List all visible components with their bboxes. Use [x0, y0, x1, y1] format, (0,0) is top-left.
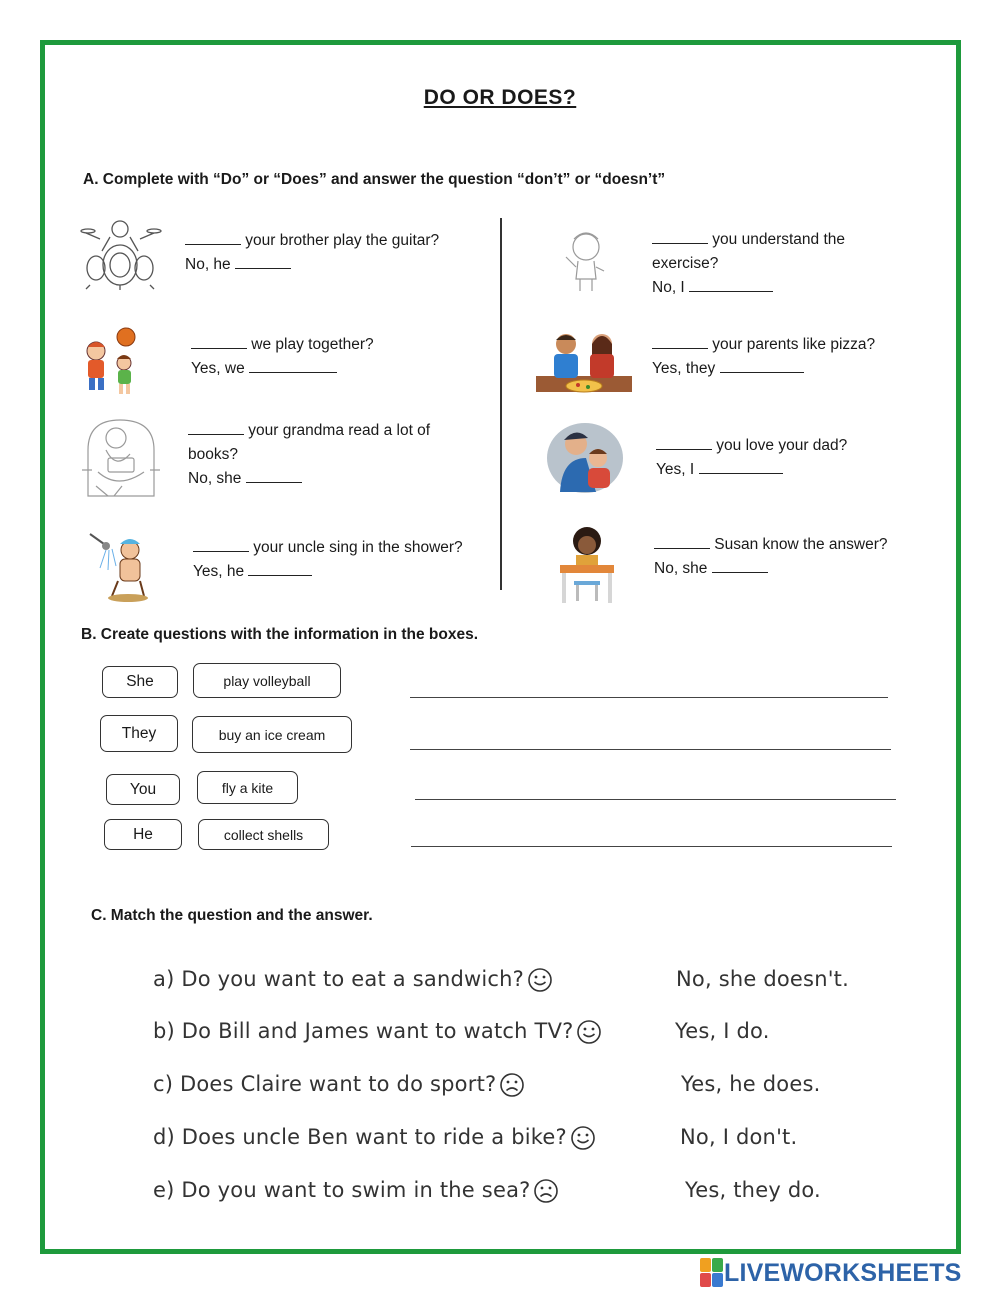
- answer-blank[interactable]: [193, 537, 249, 552]
- answer-blank[interactable]: [188, 420, 244, 435]
- answer-blank[interactable]: [712, 558, 768, 573]
- answer-blank[interactable]: [720, 358, 804, 373]
- section-c-instruction: C. Match the question and the answer.: [91, 907, 373, 924]
- match-question-d[interactable]: d) Does uncle Ben want to ride a bike?: [153, 1125, 596, 1151]
- happy-face-icon: [570, 1125, 596, 1151]
- match-answer-3[interactable]: Yes, he does.: [681, 1072, 821, 1096]
- match-answer-1[interactable]: No, she doesn't.: [676, 967, 849, 991]
- match-question-b[interactable]: b) Do Bill and James want to watch TV?: [153, 1019, 602, 1045]
- answer-blank[interactable]: [656, 435, 712, 450]
- dad-hugging-child-icon: [546, 422, 624, 494]
- match-answer-2[interactable]: Yes, I do.: [675, 1019, 770, 1043]
- match-question-e[interactable]: e) Do you want to swim in the sea?: [153, 1178, 559, 1204]
- question-a7: you love your dad? Yes, I: [656, 437, 848, 478]
- page-title: DO OR DOES?: [423, 86, 577, 109]
- subject-box: She: [102, 666, 178, 698]
- drummer-icon: [80, 213, 164, 291]
- sad-face-icon: [499, 1072, 525, 1098]
- action-box: collect shells: [198, 819, 329, 850]
- answer-blank[interactable]: [249, 358, 337, 373]
- match-answer-4[interactable]: No, I don't.: [680, 1125, 798, 1149]
- action-box: play volleyball: [193, 663, 341, 698]
- question-a6: your parents like pizza? Yes, they: [652, 336, 876, 377]
- answer-blank[interactable]: [654, 534, 710, 549]
- subject-box: They: [100, 715, 178, 752]
- couple-eating-pizza-icon: [536, 328, 632, 400]
- answer-blank[interactable]: [689, 277, 773, 292]
- answer-blank[interactable]: [699, 459, 783, 474]
- match-question-c[interactable]: c) Does Claire want to do sport?: [153, 1072, 525, 1098]
- answer-blank[interactable]: [246, 468, 302, 483]
- grandma-reading-icon: [78, 410, 164, 502]
- answer-blank[interactable]: [235, 254, 291, 269]
- question-a3: your grandma read a lot of books? No, she: [188, 422, 431, 487]
- confused-child-icon: [558, 227, 614, 293]
- answer-line[interactable]: [410, 697, 888, 698]
- question-a5: you understand the exercise? No, I: [652, 231, 846, 296]
- answer-blank[interactable]: [185, 230, 241, 245]
- answer-line[interactable]: [415, 799, 896, 800]
- section-b-instruction: B. Create questions with the information in the boxes.: [81, 626, 479, 643]
- answer-blank[interactable]: [191, 334, 247, 349]
- answer-line[interactable]: [410, 749, 891, 750]
- column-divider: [500, 218, 502, 590]
- brand-name: LIVEWORKSHEETS: [724, 1258, 962, 1287]
- answer-line[interactable]: [411, 846, 892, 847]
- answer-blank[interactable]: [652, 334, 708, 349]
- subject-box: You: [106, 774, 180, 805]
- happy-face-icon: [527, 967, 553, 993]
- sad-face-icon: [533, 1178, 559, 1204]
- happy-face-icon: [576, 1019, 602, 1045]
- match-question-a[interactable]: a) Do you want to eat a sandwich?: [153, 967, 553, 993]
- answer-blank[interactable]: [652, 229, 708, 244]
- question-a2: we play together? Yes, we: [191, 336, 374, 377]
- question-a4: your uncle sing in the shower? Yes, he: [193, 539, 463, 580]
- question-a1: your brother play the guitar? No, he: [185, 232, 440, 273]
- liveworksheets-badge-icon: [700, 1258, 724, 1288]
- match-answer-5[interactable]: Yes, they do.: [685, 1178, 821, 1202]
- brand-logo: [700, 1258, 962, 1288]
- subject-box: He: [104, 819, 182, 850]
- question-a8: Susan know the answer? No, she: [654, 536, 888, 577]
- girl-at-desk-icon: [556, 523, 618, 605]
- answer-blank[interactable]: [248, 561, 312, 576]
- action-box: fly a kite: [197, 771, 298, 804]
- action-box: buy an ice cream: [192, 716, 352, 753]
- section-a-instruction: A. Complete with “Do” or “Does” and answer the question “don’t” or “doesn’t”: [83, 171, 666, 188]
- man-singing-shower-icon: [82, 528, 164, 606]
- kids-playing-ball-icon: [80, 325, 142, 397]
